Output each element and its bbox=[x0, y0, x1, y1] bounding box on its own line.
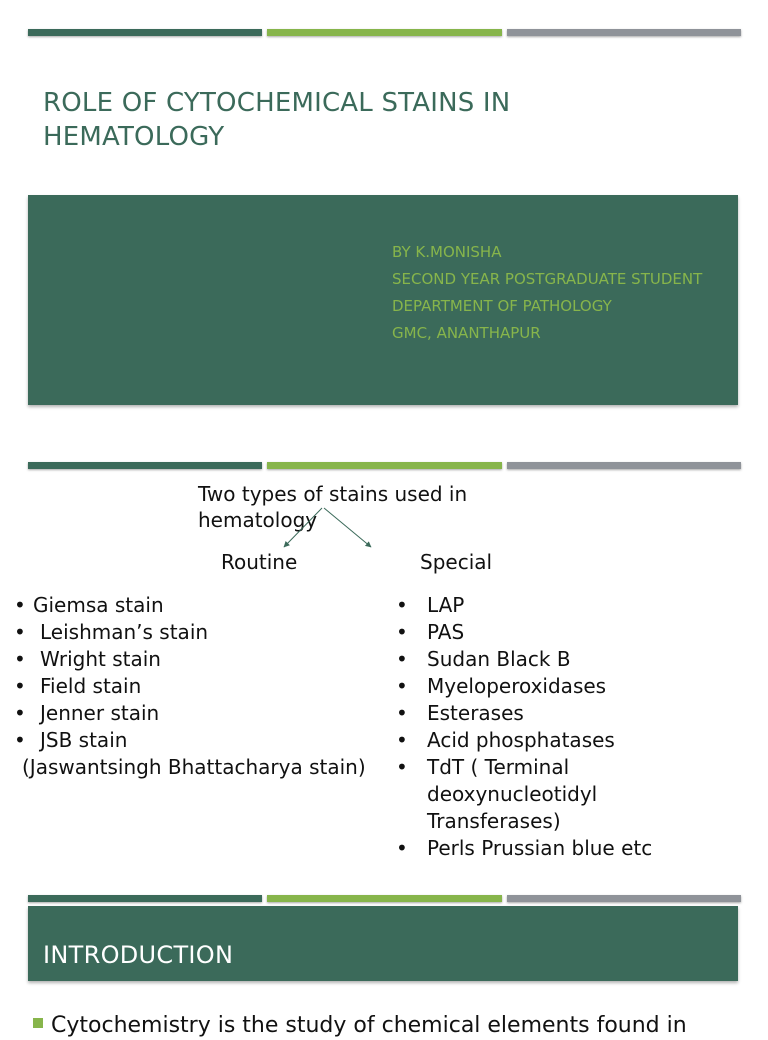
routine-note: (Jaswantsingh Bhattacharya stain) bbox=[22, 755, 366, 779]
list-item: • Wright stain bbox=[14, 647, 161, 671]
slide1-author-panel bbox=[28, 195, 738, 405]
bullet-dot-icon: • bbox=[396, 755, 408, 779]
special-label: Special bbox=[420, 550, 493, 574]
accent-bar-gray bbox=[507, 895, 741, 902]
bullet-dot-icon: • bbox=[396, 701, 408, 725]
list-item: • Acid phosphatases bbox=[396, 728, 615, 752]
bullet-dot-icon: • bbox=[14, 620, 26, 644]
list-item: • Sudan Black B bbox=[396, 647, 571, 671]
arrow-down-left-icon bbox=[284, 508, 322, 547]
list-item: • PAS bbox=[396, 620, 465, 644]
special-stain-list bbox=[396, 592, 756, 862]
accent-bar-dark-green bbox=[28, 29, 262, 36]
green-square-bullet-icon bbox=[33, 1018, 43, 1028]
accent-bar-dark-green bbox=[28, 462, 262, 469]
accent-bar-light-green bbox=[267, 462, 501, 469]
slide1-title: ROLE OF CYTOCHEMICAL STAINS IN HEMATOLOGY bbox=[43, 88, 511, 152]
list-item: • Myeloperoxidases bbox=[396, 674, 607, 698]
list-item: • Giemsa stain bbox=[14, 593, 164, 617]
accent-bar-light-green bbox=[267, 29, 501, 36]
author-institution: GMC, ANANTHAPUR bbox=[392, 324, 541, 342]
bullet-dot-icon: • bbox=[396, 728, 408, 752]
slide3-title-panel bbox=[28, 906, 738, 981]
bullet-dot-icon: • bbox=[396, 593, 408, 617]
author-byline bbox=[392, 239, 702, 347]
intro-body-text: Cytochemistry is the study of chemical elements found in bbox=[33, 1012, 753, 1040]
slide3-title: INTRODUCTION bbox=[43, 941, 234, 969]
routine-stain-list bbox=[14, 592, 366, 781]
accent-bar-light-green bbox=[267, 895, 501, 902]
bullet-dot-icon: • bbox=[396, 647, 408, 671]
bullet-dot-icon: • bbox=[396, 620, 408, 644]
slide1-accent-bars bbox=[28, 29, 741, 36]
bullet-dot-icon: • bbox=[396, 836, 408, 860]
list-item: • Field stain bbox=[14, 674, 142, 698]
list-item: • Jenner stain bbox=[14, 701, 160, 725]
accent-bar-gray bbox=[507, 462, 741, 469]
slide3-accent-bars bbox=[28, 895, 741, 902]
list-item: • Perls Prussian blue etc bbox=[396, 836, 653, 860]
list-item: • JSB stain bbox=[14, 728, 128, 752]
list-item: • LAP bbox=[396, 593, 465, 617]
author-role: SECOND YEAR POSTGRADUATE STUDENT bbox=[392, 270, 703, 288]
list-item: • Esterases bbox=[396, 701, 524, 725]
arrow-down-right-icon bbox=[324, 508, 371, 547]
split-arrows bbox=[270, 505, 380, 555]
bullet-dot-icon: • bbox=[14, 647, 26, 671]
accent-bar-gray bbox=[507, 29, 741, 36]
bullet-dot-icon: • bbox=[14, 674, 26, 698]
author-name: BY K.MONISHA bbox=[392, 243, 502, 261]
bullet-dot-icon: • bbox=[396, 674, 408, 698]
slide2-accent-bars bbox=[28, 462, 741, 469]
list-item: • Leishman’s stain bbox=[14, 620, 209, 644]
bullet-dot-icon: • bbox=[14, 593, 26, 617]
bullet-dot-icon: • bbox=[14, 728, 26, 752]
list-item: • TdT ( Terminal deoxynucleotidyl Transferases) bbox=[396, 755, 598, 833]
author-department: DEPARTMENT OF PATHOLOGY bbox=[392, 297, 612, 315]
accent-bar-dark-green bbox=[28, 895, 262, 902]
bullet-dot-icon: • bbox=[14, 701, 26, 725]
stain-types-heading: Two types of stains used in hematology bbox=[198, 482, 468, 532]
routine-label: Routine bbox=[221, 550, 298, 574]
